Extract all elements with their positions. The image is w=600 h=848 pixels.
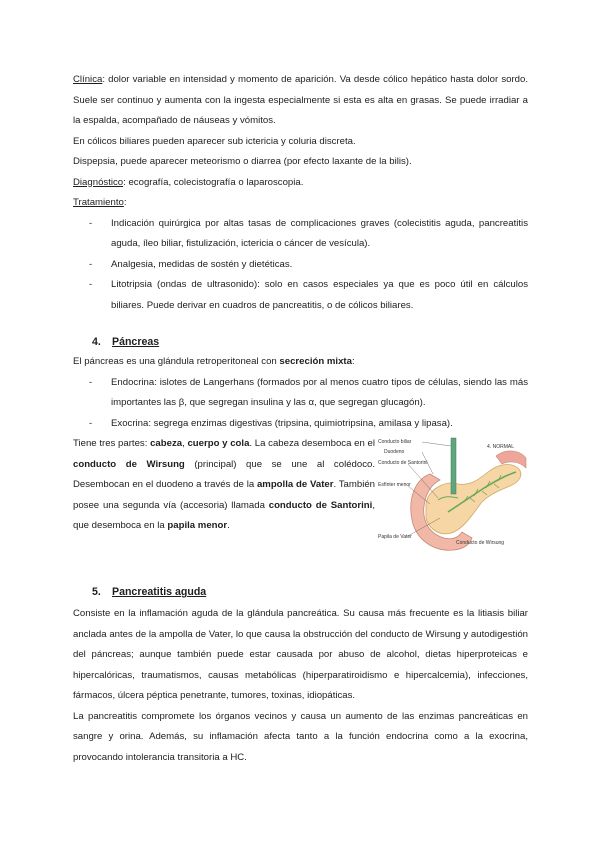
pancreas-parts-paragraph: Tiene tres partes: cabeza, cuerpo y cola. La cabeza desemboca en el conducto de Wirsung (principal) que se une al colédoco. Desembocan en el duodeno a través de la ampolla de Vater. También posee una segunda vía (accesoria) llamada conducto de Santorini, que desemboca en la papila menor. [73, 438, 376, 531]
list-item: - Litotripsia (ondas de ultrasonido): solo en casos especiales ya que es poco útil en cálculos biliares. Puede derivar en cuadros de pancreatitis, o de cólicos biliares. [111, 275, 528, 316]
pancreatitis-paragraph-1: Consiste en la inflamación aguda de la glándula pancreática. Su causa más frecuente es la litiasis biliar anclada antes de la ampolla de Vater, lo que causa la obstrucción del conducto de Wirsung y autodigestión del páncreas; aunque también puede estar causada por abuso de alcohol, dietas hiperproteicas e hipercalóricas, traumatismos, causas metabólicas (hiperparatiroidismo e hipercalcemia), infecciones, fármacos, úlcera péptica penetrante, tumores, toxinas, idiopáticas. [73, 608, 528, 701]
document-page [73, 70, 528, 768]
label-coledoco: Conducto biliar [378, 439, 412, 445]
diagnostico-text: : ecografía, colecistografía o laparoscopia. [123, 176, 304, 188]
clinica-label: Clínica [73, 74, 103, 85]
pancreas-illustration [378, 434, 528, 562]
clinica-paragraph [73, 70, 528, 132]
list-item: - Indicación quirúrgica por altas tasas de complicaciones graves (colecistitis aguda, pancreatitis aguda, íleo biliar, fistulización, ictericia o cáncer de vesícula). [111, 214, 528, 255]
dispepsia-paragraph: Dispepsia, puede aparecer meteorismo o diarrea (por efecto laxante de la bilis). [73, 156, 412, 167]
pancreatitis-paragraph-2: La pancreatitis compromete los órganos vecinos y causa un aumento de las enzimas pancreáticas en sangre y orina. Además, su inflamación afecta tanto a la función endocrina como a la exocrina, provocando intolerancia transitoria a HC. [73, 710, 528, 763]
diagnostico-label: Diagnóstico [73, 176, 124, 188]
tratamiento-list [73, 214, 528, 317]
label-wirsung: Conducto de Wirsung [456, 540, 505, 546]
tratamiento-label: Tratamiento [73, 197, 124, 208]
label-duodeno: Duodeno [384, 449, 405, 455]
clinica-text: : dolor variable en intensidad y momento de aparición. Va desde cólico hepático hasta dolor sordo. Suele ser continuo y aumenta con la ingesta especialmente si esta es alta en grasas. Se puede irradiar a la espalda, acompañado de náuseas y vómitos. [73, 74, 528, 126]
diagnostico-paragraph [73, 173, 528, 194]
section-4-heading [73, 332, 528, 352]
pancreas-parts-block [73, 434, 528, 562]
figure-title: 4. NORMAL [487, 444, 514, 450]
label-papila: Papila de Vater [378, 534, 412, 540]
list-item: - Exocrina: segrega enzimas digestivas (tripsina, quimiotripsina, amilasa y lipasa). [111, 414, 528, 435]
list-item: - Analgesia, medidas de sostén y dietéticas. [111, 255, 528, 276]
bile-duct-shape [451, 438, 456, 494]
section-number: 4. [92, 336, 101, 348]
section-number: 5. [92, 586, 101, 598]
pancreas-anatomy-figure [378, 434, 528, 562]
section-title: Pancreatitis aguda [112, 586, 207, 598]
list-item: - Endocrina: islotes de Langerhans (formados por al menos cuatro tipos de células, siendo las más importantes las β, que segregan insulina y las α, que segregan glucagón). [111, 373, 528, 414]
label-santorini: Conducto de Santorini [378, 460, 428, 466]
colicos-paragraph: En cólicos biliares pueden aparecer sub ictericia y coluria discreta. [73, 135, 356, 147]
pancreas-functions-list [73, 373, 528, 435]
label-esfinter: Esfínter menor [378, 482, 411, 488]
section-5-heading [73, 582, 528, 602]
tratamiento-heading: Tratamiento: [73, 197, 127, 208]
pancreas-intro: El páncreas es una glándula retroperitoneal con secreción mixta: [73, 356, 355, 367]
section-title: Páncreas [112, 336, 160, 348]
